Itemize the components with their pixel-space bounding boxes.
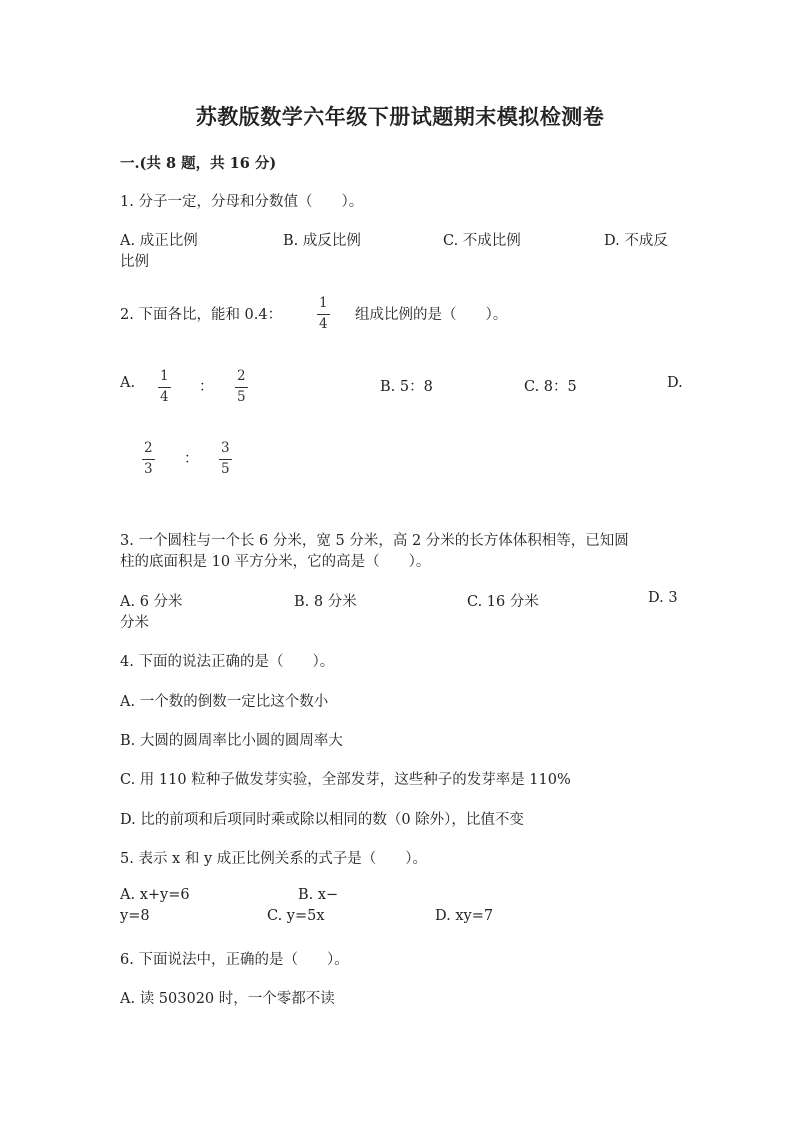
- question-2-option-a-ratio-sign: ：: [199, 379, 214, 395]
- question-4-stem: 4. 下面的说法正确的是（ ）。: [120, 654, 335, 670]
- question-5-option-c: C. y=5x: [267, 908, 325, 924]
- question-5-option-d: D. xy=7: [435, 908, 494, 924]
- fraction-denominator: 5: [237, 388, 246, 405]
- question-4-option-c: C. 用 110 粒种子做发芽实验，全部发芽，这些种子的发芽率是 110%: [120, 772, 571, 788]
- fraction-numerator: 3: [221, 440, 230, 456]
- question-2-option-b: B. 5：8: [380, 379, 433, 395]
- question-5-option-b-continued: y=8: [120, 908, 150, 924]
- question-4-option-b: B. 大圆的圆周率比小圆的圆周率大: [120, 733, 343, 749]
- fraction-numerator: 1: [319, 295, 328, 311]
- question-1-option-d-continued: 比例: [120, 254, 149, 270]
- question-3-stem-line-1: 3. 一个圆柱与一个长 6 分米，宽 5 分米，高 2 分米的长方体体积相等，已知圆: [120, 533, 629, 549]
- question-2-option-a-fraction-2: [235, 370, 248, 404]
- question-3-stem-line-2: 柱的底面积是 10 平方分米，它的高是（ ）。: [120, 554, 431, 570]
- question-3-option-a: A. 6 分米: [120, 594, 183, 610]
- question-6-option-a: A. 读 503020 时，一个零都不读: [120, 991, 335, 1007]
- fraction-numerator: 2: [237, 368, 246, 384]
- fraction-denominator: 4: [160, 388, 169, 405]
- question-2-option-a-fraction-1: [158, 370, 171, 404]
- question-2-stem-end: 组成比例的是（ ）。: [355, 307, 508, 323]
- question-2-option-c: C. 8：5: [524, 379, 577, 395]
- question-3-option-d: D. 3: [648, 590, 678, 606]
- section-heading: 一.(共 8 题，共 16 分): [120, 155, 277, 172]
- question-2-option-d-fraction-2: [219, 442, 232, 476]
- page-title: 苏教版数学六年级下册试题期末模拟检测卷: [195, 104, 605, 129]
- question-4-option-d: D. 比的前项和后项同时乘或除以相同的数（0 除外），比值不变: [120, 812, 524, 828]
- question-2-stem-fraction: [317, 297, 330, 331]
- question-3-option-c: C. 16 分米: [467, 594, 539, 610]
- question-3-option-d-continued: 分米: [120, 615, 149, 631]
- fraction-numerator: 1: [160, 368, 169, 384]
- question-2-option-d-fraction-1: [142, 442, 155, 476]
- question-2-stem-start: 2. 下面各比，能和 0.4：: [120, 307, 283, 323]
- fraction-denominator: 4: [319, 315, 328, 332]
- question-2-option-d-ratio-sign: ：: [184, 451, 199, 467]
- fraction-denominator: 5: [221, 460, 230, 477]
- question-1-option-c: C. 不成比例: [443, 233, 521, 249]
- fraction-numerator: 2: [144, 440, 153, 456]
- question-4-option-a: A. 一个数的倒数一定比这个数小: [120, 694, 329, 710]
- question-2-option-d-label: D.: [667, 375, 683, 391]
- question-2-option-a-label: A.: [120, 375, 136, 391]
- question-5-option-b: B. x−: [298, 887, 339, 903]
- question-1-option-d: D. 不成反: [604, 233, 668, 249]
- question-1-option-a: A. 成正比例: [120, 233, 198, 249]
- question-6-stem: 6. 下面说法中，正确的是（ ）。: [120, 952, 349, 968]
- question-1-stem: 1. 分子一定，分母和分数值（ ）。: [120, 194, 364, 210]
- fraction-denominator: 3: [144, 460, 153, 477]
- question-5-stem: 5. 表示 x 和 y 成正比例关系的式子是（ ）。: [120, 851, 427, 867]
- question-5-option-a: A. x+y=6: [120, 887, 190, 903]
- question-3-option-b: B. 8 分米: [294, 594, 357, 610]
- question-1-option-b: B. 成反比例: [283, 233, 361, 249]
